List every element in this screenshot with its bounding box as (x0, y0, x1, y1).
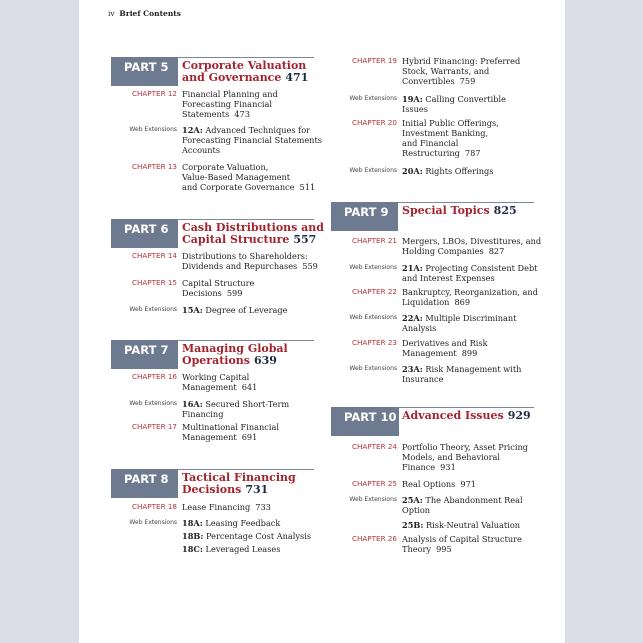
entry-page-number: 511 (299, 182, 316, 192)
entry-title-line: Rights Offerings (425, 166, 494, 176)
entry-title-line: Issues (402, 104, 428, 114)
part-label-box: PART 10 (331, 407, 399, 436)
part-label-box: PART 5 (111, 57, 178, 86)
entry-title (182, 125, 322, 155)
entry-title-line: Theory (402, 544, 432, 554)
entry-title (402, 313, 517, 333)
part-title-line: Operations (182, 354, 250, 367)
entry-title (182, 518, 280, 528)
entry-title-line: and Corporate Governance (182, 182, 295, 192)
entry-title-line: Insurance (402, 374, 444, 384)
entry-page-number: 971 (460, 479, 477, 489)
web-extensions-label: Web Extensions (349, 264, 397, 271)
part-label-box: PART 8 (111, 469, 178, 498)
web-extension-number: 15A: (182, 305, 203, 315)
entry-title (182, 305, 287, 315)
part-title-line: Special Topics (402, 204, 490, 217)
web-extension-number: 20A: (402, 166, 423, 176)
entry-title-line: Hybrid Financing: Preferred (402, 56, 521, 66)
entry-title (402, 118, 499, 158)
part-page-number: 825 (493, 204, 517, 217)
entry-title-line: Accounts (182, 145, 221, 155)
part-divider-line (398, 202, 534, 203)
entry-title (402, 534, 522, 554)
entry-title-line: Mergers, LBOs, Divestitures, and (402, 236, 542, 246)
entry-page-number: 899 (461, 348, 478, 358)
chapter-label: CHAPTER 23 (351, 338, 397, 347)
part-title-line: and Governance (182, 71, 282, 84)
entry-title-line: Finance (402, 462, 436, 472)
part-title (182, 472, 296, 496)
entry-title-line: Working Capital (182, 372, 250, 382)
entry-title (402, 236, 541, 256)
part-title-line: Cash Distributions and (182, 221, 324, 234)
entry-title-line: Percentage Cost Analysis (205, 531, 312, 541)
running-header (108, 9, 181, 18)
web-extension-number: 19A: (402, 94, 423, 104)
entry-title-line: The Abandonment Real (425, 495, 523, 505)
entry-title-line: Risk-Neutral Valuation (425, 520, 521, 530)
entry-title-line: Risk Management with (425, 364, 522, 374)
entry-title-line: and Interest Expenses (402, 273, 495, 283)
entry-title (182, 89, 278, 119)
running-header-title: Brief Contents (119, 9, 181, 18)
web-extension-number: 18B: (182, 531, 204, 541)
entry-title-line: Management (182, 382, 237, 392)
part-title (402, 205, 517, 217)
entry-page-number: 787 (464, 148, 481, 158)
entry-title-line: Capital Structure (182, 278, 255, 288)
web-extension-number: 16A: (182, 399, 203, 409)
entry-page-number: 559 (302, 261, 318, 271)
entry-title-line: Multiple Discriminant (425, 313, 517, 323)
entry-title (402, 94, 506, 114)
entry-title-line: Degree of Leverage (205, 305, 288, 315)
entry-title-line: Stock, Warrants, and (402, 66, 490, 76)
entry-title-line: Value-Based Management (182, 172, 291, 182)
entry-title-line: Forecasting Financial (182, 99, 273, 109)
web-extensions-label: Web Extensions (129, 519, 177, 526)
entry-page-number: 931 (440, 462, 456, 472)
entry-title (402, 495, 523, 515)
entry-page-number: 759 (459, 76, 476, 86)
web-extensions-label: Web Extensions (129, 400, 177, 407)
entry-title-line: Financing (182, 409, 224, 419)
entry-title-line: Initial Public Offerings, (402, 118, 499, 128)
entry-title-line: Holding Companies (402, 246, 484, 256)
web-extension-number: 18A: (182, 518, 203, 528)
part-page-number: 731 (245, 483, 269, 496)
entry-title (402, 56, 520, 86)
part-label-box: PART 6 (111, 219, 178, 248)
chapter-label: CHAPTER 19 (351, 56, 397, 65)
chapter-label: CHAPTER 21 (351, 236, 397, 245)
entry-page-number: 869 (454, 297, 471, 307)
web-extension-number: 25A: (402, 495, 423, 505)
part-page-number: 471 (285, 71, 309, 84)
entry-title-line: Analysis (402, 323, 437, 333)
entry-title-line: Financial Planning and (182, 89, 278, 99)
chapter-label: CHAPTER 18 (131, 502, 177, 511)
entry-title-line: Portfolio Theory, Asset Pricing (402, 442, 529, 452)
part-label-box: PART 9 (331, 202, 398, 231)
chapter-label: CHAPTER 15 (131, 278, 177, 287)
part-title-line: Advanced Issues (402, 409, 504, 422)
chapter-label: CHAPTER 20 (351, 118, 397, 127)
entry-title-line: Restructuring (402, 148, 460, 158)
chapter-label: CHAPTER 12 (131, 89, 177, 98)
entry-title-line: and Financial (402, 138, 459, 148)
entry-title-line: Analysis of Capital Structure (402, 534, 522, 544)
web-extensions-label: Web Extensions (129, 306, 177, 313)
chapter-label: CHAPTER 24 (351, 442, 397, 451)
web-extension-number: 25B: (402, 520, 424, 530)
entry-title-line: Management (402, 348, 457, 358)
entry-title-line: Leasing Feedback (205, 518, 281, 528)
entry-title-line: Bankruptcy, Reorganization, and (402, 287, 538, 297)
part-page-number: 929 (507, 409, 531, 422)
entry-title-line: Advanced Techniques for (205, 125, 311, 135)
entry-page-number: 599 (226, 288, 243, 298)
entry-title (402, 479, 476, 489)
entry-page-number: 827 (488, 246, 505, 256)
entry-title-line: Leveraged Leases (205, 544, 281, 554)
entry-title-line: Calling Convertible (425, 94, 506, 104)
entry-title (182, 544, 280, 554)
part-title-line: Tactical Financing (182, 471, 296, 484)
part-label-box: PART 7 (111, 340, 178, 369)
entry-title (182, 372, 257, 392)
entry-title-line: Dividends and Repurchases (182, 261, 298, 271)
entry-title-line: Lease Financing (182, 502, 251, 512)
entry-title (402, 263, 537, 283)
entry-title-line: Liquidation (402, 297, 450, 307)
part-title-line: Corporate Valuation (182, 59, 307, 72)
part-title-line: Managing Global (182, 342, 288, 355)
entry-title-line: Investment Banking, (402, 128, 489, 138)
entry-title-line: Corporate Valuation, (182, 162, 269, 172)
web-extensions-label: Web Extensions (349, 314, 397, 321)
part-title (182, 343, 288, 367)
chapter-label: CHAPTER 16 (131, 372, 177, 381)
part-page-number: 557 (293, 233, 317, 246)
chapter-label: CHAPTER 25 (351, 479, 397, 488)
chapter-label: CHAPTER 17 (131, 422, 177, 431)
page-roman-numeral: iv (108, 9, 115, 18)
book-page (79, 0, 565, 643)
part-title-line: Decisions (182, 483, 242, 496)
entry-title (402, 442, 528, 472)
entry-title-line: Projecting Consistent Debt (425, 263, 538, 273)
part-divider-line (178, 219, 314, 220)
entry-title (402, 338, 488, 358)
chapter-label: CHAPTER 26 (351, 534, 397, 543)
entry-title (402, 166, 493, 176)
entry-title-line: Statements (182, 109, 230, 119)
chapter-label: CHAPTER 22 (351, 287, 397, 296)
entry-title-line: Option (402, 505, 431, 515)
entry-title-line: Decisions (182, 288, 222, 298)
chapter-label: CHAPTER 13 (131, 162, 177, 171)
web-extension-number: 18C: (182, 544, 203, 554)
entry-title-line: Distributions to Shareholders: (182, 251, 308, 261)
entry-title-line: Real Options (402, 479, 456, 489)
entry-title-line: Forecasting Financial Statements (182, 135, 322, 145)
entry-title-line: Management (182, 432, 237, 442)
entry-title-line: Multinational Financial (182, 422, 279, 432)
web-extensions-label: Web Extensions (349, 167, 397, 174)
entry-title-line: Derivatives and Risk (402, 338, 488, 348)
part-divider-line (398, 407, 534, 408)
web-extension-number: 23A: (402, 364, 423, 374)
entry-page-number: 691 (241, 432, 258, 442)
entry-title-line: Secured Short-Term (205, 399, 290, 409)
web-extension-number: 22A: (402, 313, 423, 323)
part-page-number: 639 (253, 354, 277, 367)
web-extension-number: 12A: (182, 125, 203, 135)
web-extensions-label: Web Extensions (349, 365, 397, 372)
part-divider-line (178, 469, 314, 470)
entry-title (182, 502, 271, 512)
entry-title (182, 278, 254, 298)
part-title (402, 410, 531, 422)
web-extensions-label: Web Extensions (349, 95, 397, 102)
entry-title-line: Convertibles (402, 76, 455, 86)
web-extensions-label: Web Extensions (349, 496, 397, 503)
entry-title-line: Models, and Behavioral (402, 452, 501, 462)
entry-title (402, 287, 538, 307)
entry-title (182, 422, 279, 442)
entry-title (402, 364, 521, 384)
web-extension-number: 21A: (402, 263, 423, 273)
entry-page-number: 641 (241, 382, 258, 392)
entry-page-number: 995 (436, 544, 452, 554)
entry-title (402, 520, 520, 530)
chapter-label: CHAPTER 14 (131, 251, 177, 260)
web-extensions-label: Web Extensions (129, 126, 177, 133)
part-title-line: Capital Structure (182, 233, 290, 246)
entry-page-number: 733 (255, 502, 271, 512)
entry-title (182, 399, 289, 419)
entry-page-number: 473 (234, 109, 250, 119)
